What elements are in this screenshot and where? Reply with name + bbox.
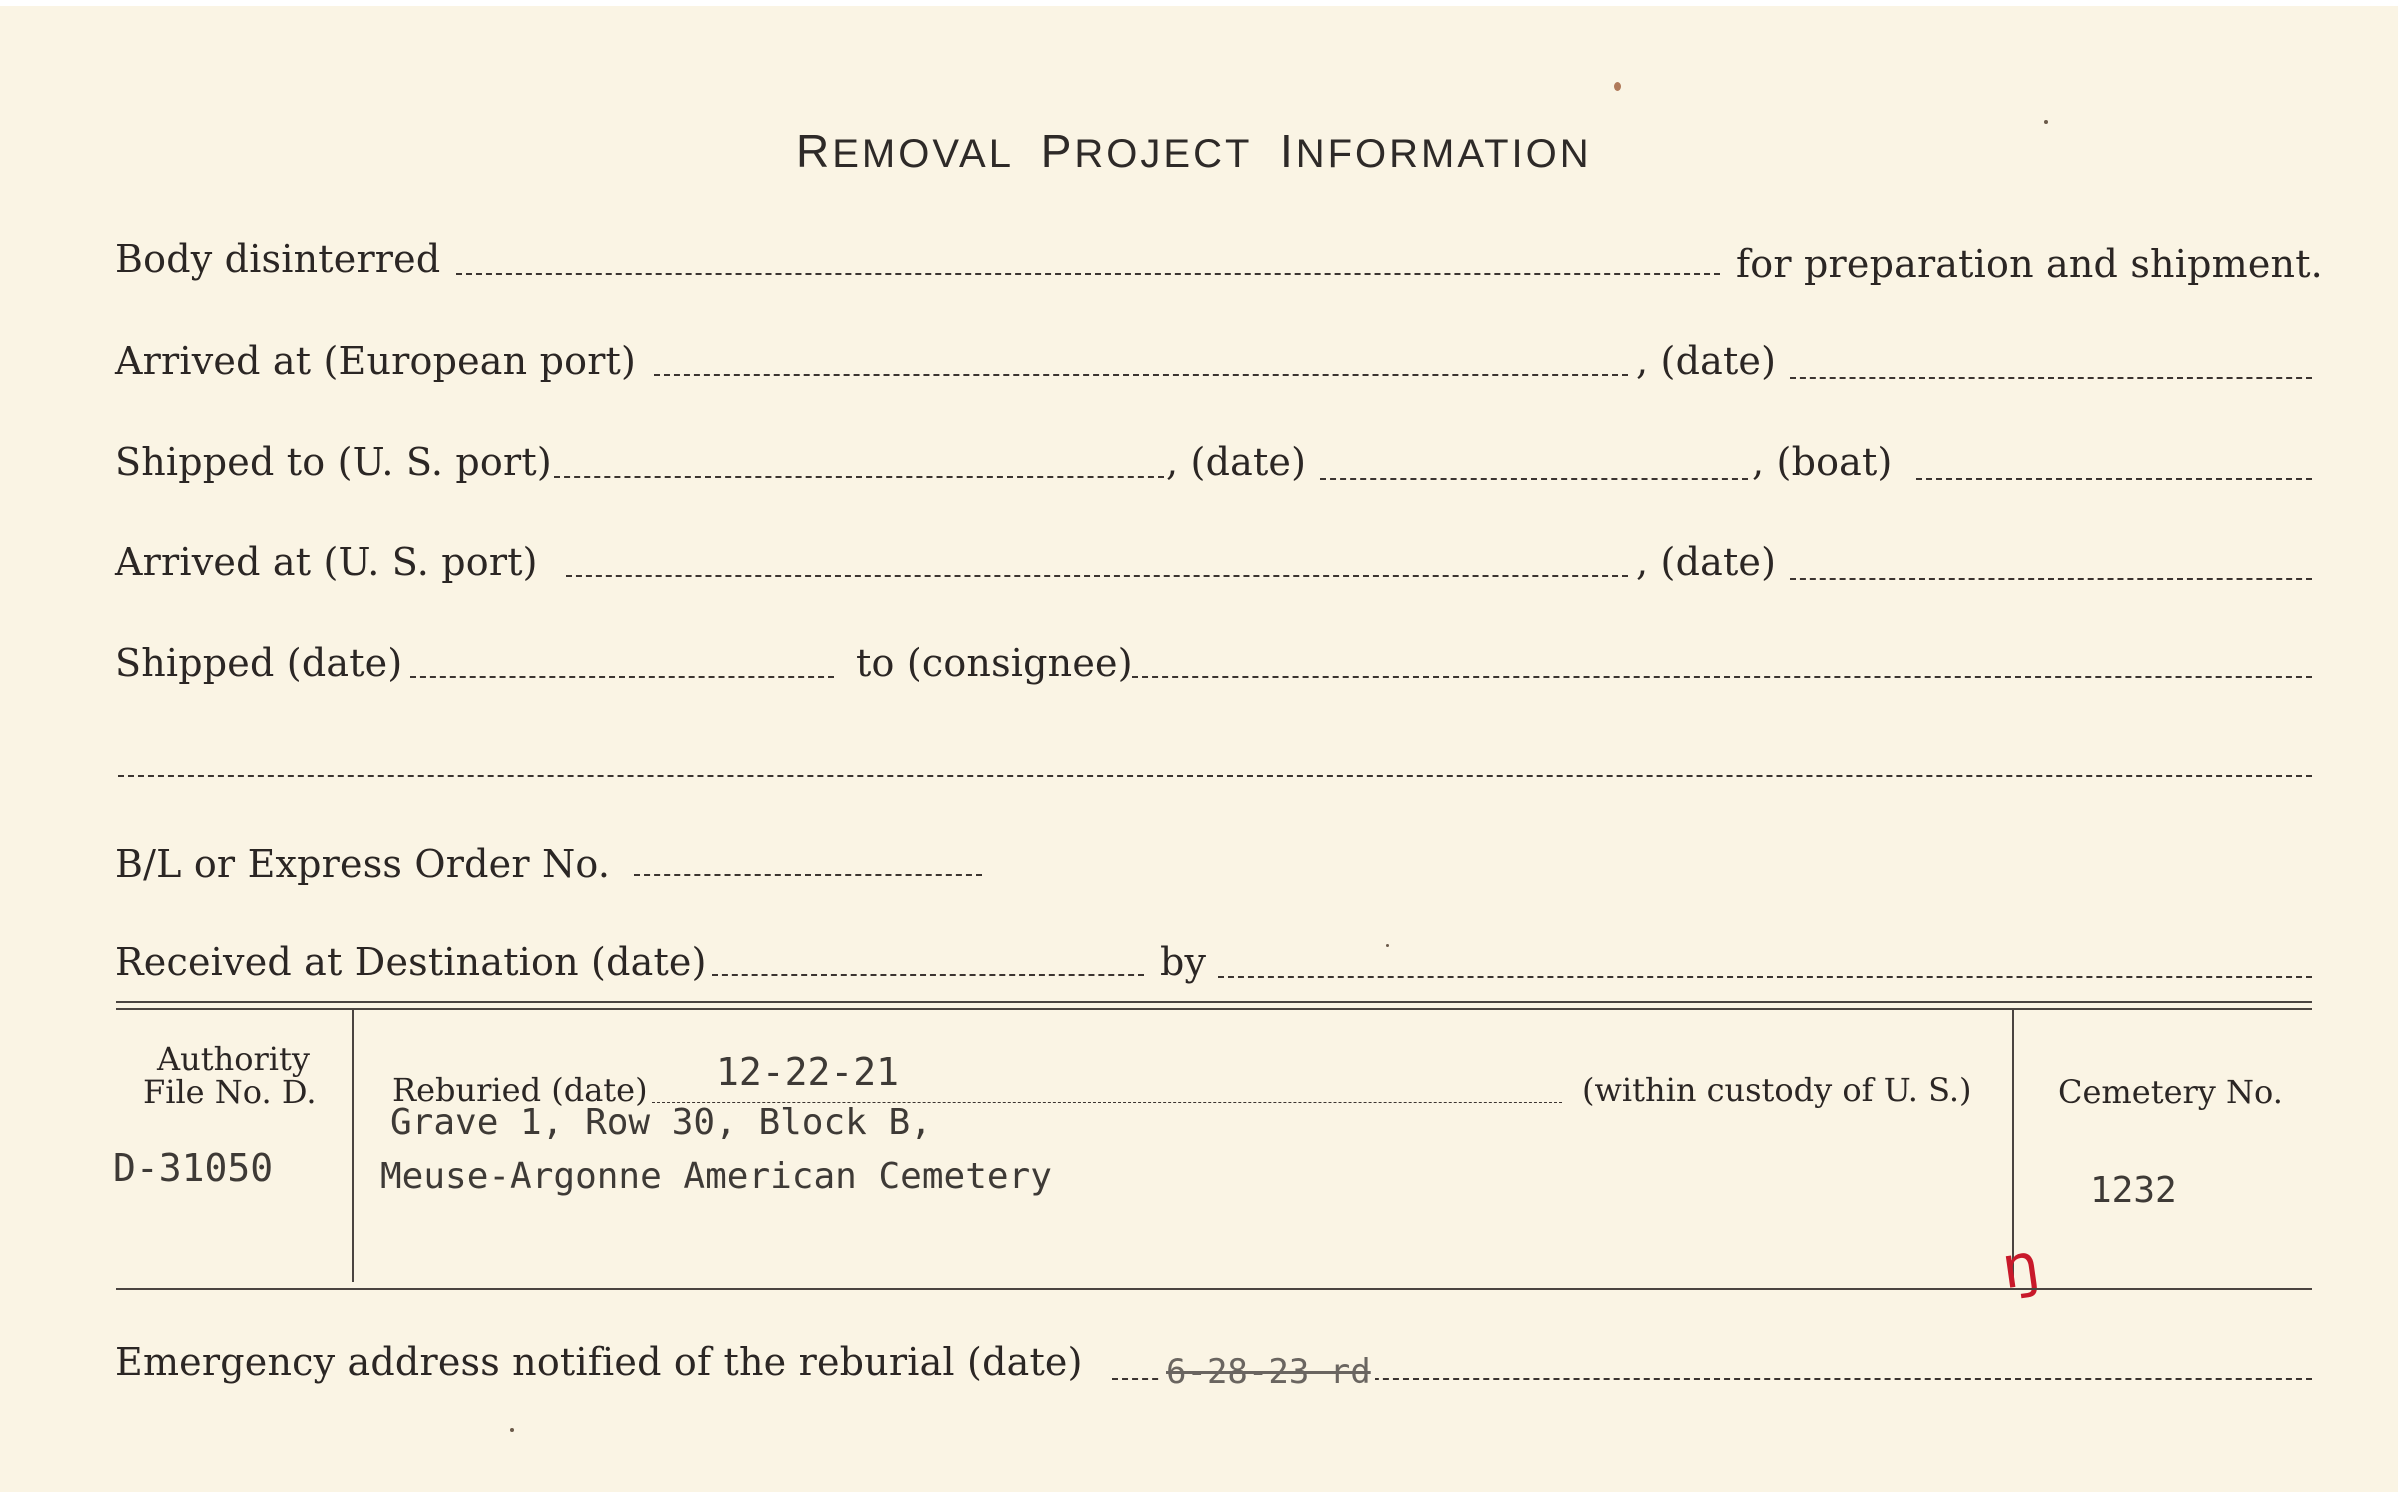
label-to-consignee: to (consignee): [856, 641, 1133, 685]
label-for-preparation: for preparation and shipment.: [1736, 242, 2323, 286]
blank-line: [410, 676, 834, 678]
label-date: , (date): [1636, 339, 1777, 383]
label-boat: , (boat): [1752, 440, 1893, 484]
blank-line: [634, 874, 982, 876]
label-cemetery-no: Cemetery No.: [2058, 1073, 2283, 1111]
label-body-disinterred: Body disinterred: [115, 237, 441, 281]
label-date: , (date): [1636, 540, 1777, 584]
label-authority: Authority: [157, 1040, 310, 1078]
grave-location: Grave 1, Row 30, Block B,: [390, 1102, 932, 1143]
title-word-information: NFORMATION: [1295, 132, 1592, 176]
label-shipped-date: Shipped (date): [115, 641, 403, 685]
double-rule-bottom: [116, 1008, 2312, 1010]
paper-speck: [510, 1428, 514, 1432]
label-date: , (date): [1166, 440, 1307, 484]
label-received-destination: Received at Destination (date): [115, 940, 707, 984]
title-letter: R: [796, 125, 833, 177]
blank-line: [456, 273, 1720, 275]
column-divider: [352, 1010, 354, 1282]
blank-line: [1218, 976, 2312, 978]
red-check-mark: ŋ: [1997, 1229, 2044, 1303]
blank-line: [1790, 578, 2312, 580]
label-arrived-european-port: Arrived at (European port): [115, 339, 637, 383]
blank-line: [1132, 676, 2312, 678]
label-reburied-date: Reburied (date): [392, 1071, 648, 1109]
paper-speck: [2044, 120, 2048, 124]
blank-line: [566, 575, 1628, 577]
title-letter: I: [1279, 125, 1296, 177]
blank-line: [1916, 478, 2312, 480]
reburied-date-value: 12-22-21: [716, 1050, 900, 1094]
blank-line: [1790, 377, 2312, 379]
paper-speck: [1386, 944, 1389, 947]
blank-line: [1320, 478, 1748, 480]
blank-line: [118, 775, 2312, 777]
double-rule-top: [116, 1001, 2312, 1003]
label-shipped-to-us-port: Shipped to (U. S. port): [115, 440, 552, 484]
blank-line: [712, 974, 1144, 976]
blank-line: [654, 374, 1628, 376]
cemetery-number: 1232: [2090, 1170, 2177, 1211]
label-within-custody: (within custody of U. S.): [1582, 1071, 1972, 1109]
label-file-no: File No. D.: [143, 1073, 317, 1111]
blank-line: [554, 476, 1164, 478]
cemetery-name: Meuse-Argonne American Cemetery: [380, 1156, 1052, 1197]
label-bl-order-no: B/L or Express Order No.: [115, 842, 611, 886]
card-title: [796, 124, 1592, 178]
title-letter: P: [1040, 125, 1075, 177]
emergency-date-value: 6-28-23 rd: [1162, 1352, 1375, 1392]
label-arrived-us-port: Arrived at (U. S. port): [115, 540, 538, 584]
title-word-removal: EMOVAL: [832, 132, 1013, 176]
label-emergency-address: Emergency address notified of the reburial (date): [115, 1340, 1083, 1384]
title-word-project: ROJECT: [1074, 132, 1252, 176]
lower-rule: [116, 1288, 2312, 1290]
paper-speck: [1614, 82, 1621, 91]
file-number: D-31050: [113, 1146, 274, 1190]
label-by: by: [1160, 940, 1207, 984]
